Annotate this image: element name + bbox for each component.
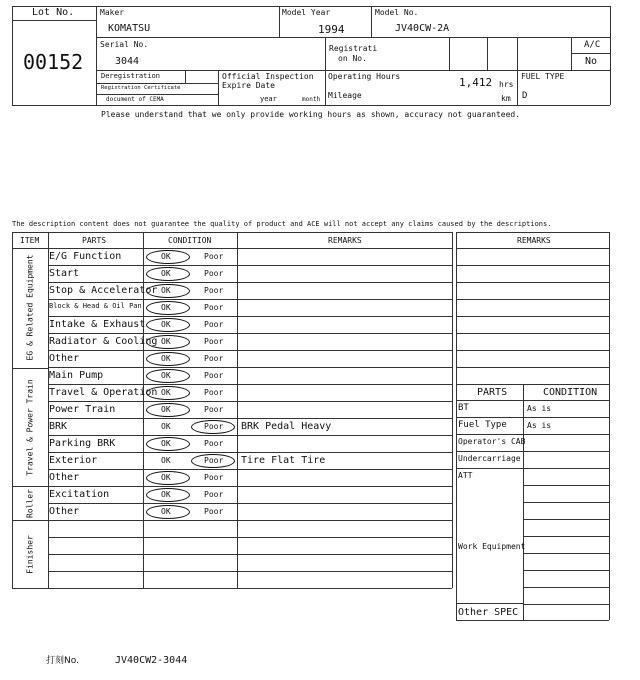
poor-option: Poor	[204, 473, 224, 482]
selection-circle	[146, 267, 190, 281]
work-equipment-label: Work Equipment	[458, 542, 526, 551]
right-condition-header: CONDITION	[543, 387, 598, 398]
lot-label: Lot No.	[32, 7, 75, 18]
hours-note: Please understand that we only provide working hours as shown, accuracy not guaranteed.	[101, 110, 521, 119]
ac-label: A/C	[584, 40, 601, 50]
deregistration-label: Deregistration	[101, 72, 161, 80]
part-name: E/G Function	[49, 251, 122, 262]
ok-option: OK	[161, 286, 171, 295]
right-remarks-header: REMARKS	[517, 236, 551, 245]
selection-circle	[146, 335, 190, 349]
row-remarks: BRK Pedal Heavy	[241, 421, 332, 432]
fuel-type-value: D	[522, 91, 528, 101]
month-label: month	[302, 96, 321, 103]
ok-option: OK	[161, 371, 171, 380]
selection-circle	[146, 437, 190, 451]
ok-option: OK	[161, 388, 171, 397]
part-name: Other	[49, 472, 80, 483]
ok-option: OK	[161, 405, 171, 414]
right-part-name: BT	[458, 403, 469, 413]
poor-option: Poor	[204, 252, 224, 261]
poor-option: Poor	[204, 354, 224, 363]
poor-option: Poor	[204, 388, 224, 397]
selection-circle	[146, 386, 190, 400]
right-part-name: Operator's CAB	[458, 437, 526, 446]
group-label-eg: EG & Related Equipment	[25, 254, 35, 361]
ok-option: OK	[161, 337, 171, 346]
inspection-label-1: Official Inspection	[222, 72, 314, 81]
poor-option: Poor	[204, 490, 224, 499]
group-label-finisher: Finisher	[25, 535, 35, 574]
selection-circle	[191, 420, 235, 434]
selection-circle	[146, 301, 190, 315]
ok-option: OK	[161, 473, 171, 482]
poor-option: Poor	[204, 405, 224, 414]
table-row	[48, 350, 452, 367]
part-name: Intake & Exhaust	[49, 319, 146, 330]
serial-label: Serial No.	[100, 40, 149, 49]
poor-option: Poor	[204, 320, 224, 329]
ok-option: OK	[161, 456, 171, 465]
part-name: Other	[49, 353, 80, 364]
model-no-label: Model No.	[375, 8, 419, 17]
ac-value: No	[585, 56, 598, 67]
part-name: Main Pump	[49, 370, 104, 381]
part-name: Stop & Accelerator	[49, 285, 158, 296]
table-row	[48, 265, 452, 282]
table-row	[48, 469, 452, 486]
row-remarks: Tire Flat Tire	[241, 455, 326, 466]
group-label-travel: Travel & Power Train	[25, 379, 35, 476]
poor-option: Poor	[204, 439, 224, 448]
part-name: Parking BRK	[49, 438, 116, 449]
poor-option: Poor	[204, 337, 224, 346]
table-row	[48, 418, 452, 435]
stamp-value: JV40CW2-3044	[115, 655, 188, 666]
selection-circle	[146, 488, 190, 502]
mileage-unit: km	[501, 94, 511, 103]
poor-option: Poor	[204, 269, 224, 278]
ok-option: OK	[161, 252, 171, 261]
ok-option: OK	[161, 507, 171, 516]
serial-value: 3044	[115, 56, 140, 67]
table-row	[48, 401, 452, 418]
poor-option: Poor	[204, 456, 224, 465]
table-row	[48, 316, 452, 333]
poor-option: Poor	[204, 507, 224, 516]
part-name: Start	[49, 268, 80, 279]
part-name: Other	[49, 506, 80, 517]
ok-option: OK	[161, 439, 171, 448]
part-name: Exterior	[49, 455, 98, 466]
model-year-value: 1994	[318, 23, 345, 36]
right-part-name: Undercarriage	[458, 454, 521, 463]
table-row	[48, 503, 452, 520]
table-row	[48, 333, 452, 350]
table-row	[48, 486, 452, 503]
selection-circle	[146, 284, 190, 298]
selection-circle	[191, 454, 235, 468]
ok-option: OK	[161, 303, 171, 312]
table-row	[48, 248, 452, 265]
poor-option: Poor	[204, 286, 224, 295]
poor-option: Poor	[204, 303, 224, 312]
model-year-label: Model Year	[282, 8, 331, 17]
mileage-label: Mileage	[328, 91, 362, 100]
selection-circle	[146, 352, 190, 366]
ok-option: OK	[161, 269, 171, 278]
col-item-header: ITEM	[20, 236, 40, 245]
selection-circle	[146, 318, 190, 332]
right-part-name: ATT	[458, 471, 473, 480]
right-part-condition: As is	[527, 404, 552, 413]
selection-circle	[146, 505, 190, 519]
year-label: year	[260, 95, 277, 103]
col-remarks-header: REMARKS	[328, 236, 362, 245]
stamp-label: 打刻No.	[46, 656, 79, 666]
registration-label-2: on No.	[338, 54, 367, 63]
maker-value: KOMATSU	[108, 23, 151, 34]
model-no-value: JV40CW-2A	[395, 23, 450, 34]
poor-option: Poor	[204, 371, 224, 380]
right-parts-header: PARTS	[477, 387, 508, 398]
registration-certificate-label: Registration Certificate	[101, 85, 181, 91]
selection-circle	[146, 403, 190, 417]
table-row	[48, 452, 452, 469]
fuel-type-label: FUEL TYPE	[521, 72, 565, 81]
group-label-roller: Roller	[25, 489, 35, 518]
part-name: Radiator & Cooling	[49, 336, 158, 347]
col-condition-header: CONDITION	[168, 236, 212, 245]
ok-option: OK	[161, 422, 171, 431]
other-spec-label: Other SPEC	[458, 607, 519, 618]
lot-number: 00152	[23, 50, 84, 74]
selection-circle	[146, 250, 190, 264]
part-name: Block & Head & Oil Pan	[49, 302, 142, 310]
table-row	[48, 435, 452, 452]
ok-option: OK	[161, 354, 171, 363]
hours-unit: hrs	[499, 80, 514, 89]
col-parts-header: PARTS	[82, 236, 107, 245]
part-name: BRK	[49, 421, 68, 432]
table-row	[48, 384, 452, 401]
ok-option: OK	[161, 490, 171, 499]
table-row	[48, 299, 452, 316]
right-part-name: Fuel Type	[458, 420, 507, 430]
registration-label-1: Registrati	[329, 44, 378, 53]
table-row	[48, 367, 452, 384]
operating-hours-value: 1,412	[459, 76, 493, 89]
poor-option: Poor	[204, 422, 224, 431]
right-part-condition: As is	[527, 421, 552, 430]
selection-circle	[146, 369, 190, 383]
part-name: Excitation	[49, 489, 110, 500]
inspection-label-2: Expire Date	[222, 81, 275, 90]
operating-hours-label: Operating Hours	[328, 72, 401, 81]
maker-label: Maker	[100, 8, 125, 17]
part-name: Travel & Operation	[49, 387, 158, 398]
ok-option: OK	[161, 320, 171, 329]
selection-circle	[146, 471, 190, 485]
disclaimer: The description content does not guarantee the quality of product and ACE will not accept any claims caused by the descriptions.	[12, 220, 552, 228]
part-name: Power Train	[49, 404, 116, 415]
table-row	[48, 282, 452, 299]
cema-label: document of CEMA	[106, 96, 164, 103]
